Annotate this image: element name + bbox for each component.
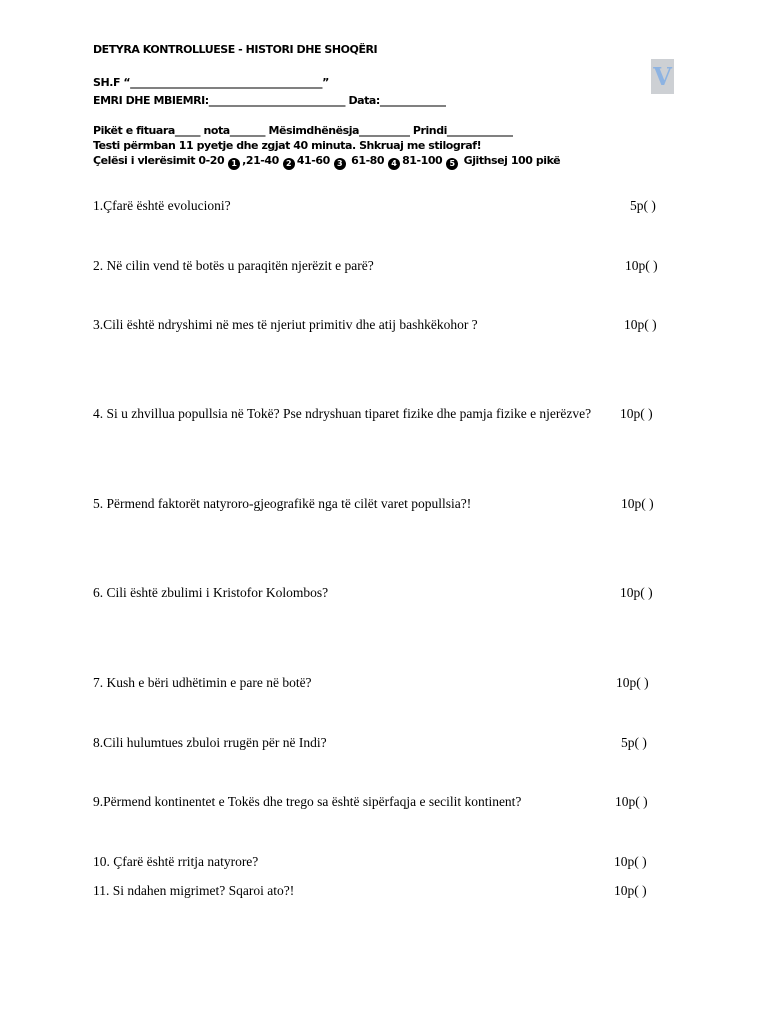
grade-1-range: ,21-40 — [242, 154, 279, 167]
question-4: 4. Si u zhvillua popullsia në Tokë? Pse ndryshuan tiparet fizike dhe pamja fizike e njerëzve? — [93, 406, 592, 421]
question-7: 7. Kush e bëri udhëtimin e pare në botë? — [93, 675, 312, 690]
question-3-points: 10p( ) — [624, 317, 657, 332]
question-1: 1.Çfarë është evolucioni? — [93, 198, 231, 213]
grade-3-badge: 3 — [334, 158, 346, 170]
question-3: 3.Cili është ndryshimi në mes të njeriut primitiv dhe atij bashkëkohor ? — [93, 317, 478, 332]
document-title: DETYRA KONTROLLUESE - HISTORI DHE SHOQËRI — [93, 43, 378, 56]
grade-2-badge: 2 — [283, 158, 295, 170]
grading-key-label: Çelësi i vlerësimit 0-20 — [93, 154, 225, 167]
question-11: 11. Si ndahen migrimet? Sqaroi ato?! — [93, 883, 295, 898]
question-11-points: 10p( ) — [614, 883, 647, 898]
grade-2-range: 41-60 — [296, 154, 330, 167]
question-8: 8.Cili hulumtues zbuloi rrugën për në Indi? — [93, 735, 327, 750]
date-label: Data: — [345, 94, 380, 107]
question-6: 6. Cili është zbulimi i Kristofor Kolombos? — [93, 585, 329, 600]
question-2: 2. Në cilin vend të botës u paraqitën njerëzit e parë? — [93, 258, 374, 273]
question-4-points: 10p( ) — [620, 406, 653, 421]
question-9-points: 10p( ) — [615, 794, 648, 809]
grade-3-range: 61-80 — [347, 154, 385, 167]
instructions: Testi përmban 11 pyetje dhe zgjat 40 minuta. Shkruaj me stilograf! — [93, 139, 482, 152]
date-blank[interactable]: _____________ — [379, 94, 446, 107]
name-label: EMRI DHE MBIEMRI: — [93, 94, 209, 107]
name-date-row — [93, 94, 446, 108]
total-points: Gjithsej 100 pikë — [460, 154, 561, 167]
grade-1-badge: 1 — [228, 158, 240, 170]
grading-key — [93, 154, 560, 170]
school-field — [93, 76, 329, 90]
watermark-logo: V — [651, 59, 674, 94]
question-10-points: 10p( ) — [614, 854, 647, 869]
grade-5-badge: 5 — [446, 158, 458, 170]
question-2-points: 10p( ) — [625, 258, 658, 273]
question-10: 10. Çfarë është rritja natyrore? — [93, 854, 259, 869]
question-7-points: 10p( ) — [616, 675, 649, 690]
question-1-points: 5p( ) — [630, 198, 656, 213]
question-5-points: 10p( ) — [621, 496, 654, 511]
grade-4-badge: 4 — [388, 158, 400, 170]
question-6-points: 10p( ) — [620, 585, 653, 600]
question-9: 9.Përmend kontinentet e Tokës dhe trego sa është sipërfaqja e secilit kontinent? — [93, 794, 522, 809]
name-blank[interactable]: ___________________________ — [208, 94, 346, 107]
question-8-points: 5p( ) — [621, 735, 647, 750]
school-line: SH.F “______________________________________” — [93, 76, 329, 89]
question-5: 5. Përmend faktorët natyroro-gjeografikë nga të cilët varet popullsia?! — [93, 496, 472, 511]
points-line: Pikët e fituara_____ nota_______ Mësimdhënësja__________ Prindi_____________ — [93, 124, 513, 137]
grade-4-range: 81-100 — [402, 154, 443, 167]
